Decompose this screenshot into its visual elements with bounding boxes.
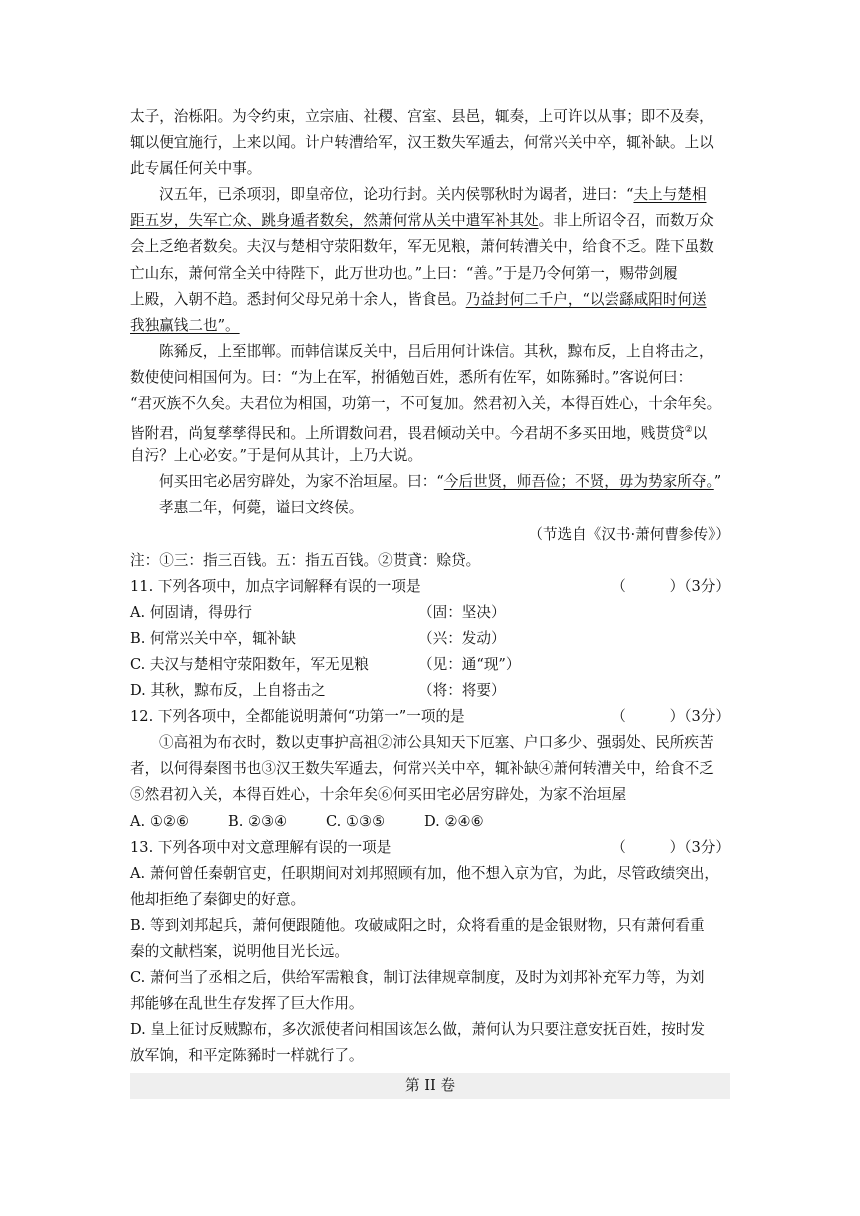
question-12-body: ①高祖为布衣时，数以吏事护高祖②沛公具知天下厄塞、户口多少、强弱处、民所疾苦 [159, 734, 714, 752]
option-line: 秦的文献档案，说明他目光长远。 [130, 943, 349, 960]
question-11-stem: 11. 下列各项中，加点字词解释有误的一项是 （ ）（3分） [130, 574, 730, 600]
choice-d: D. ②④⑥ [424, 812, 484, 830]
passage-line: 此专属任何关中事。 [130, 160, 262, 178]
footnote-marker: ② [684, 425, 693, 436]
question-13-stem: 13. 下列各项中对文意理解有误的一项是 （ ）（3分） [130, 835, 730, 861]
volume-header: 第 II 卷 [130, 1073, 730, 1099]
passage-line: 皆附君，尚复孳孳得民和。上所谓数问君，畏君倾动关中。今君胡不多买田地，贱贳贷②以 [130, 424, 708, 442]
source-citation: （节选自《汉书·萧何曹参传》） [528, 525, 730, 543]
answer-blank: （ ）（3分） [611, 708, 730, 726]
passage-line: 亡山东，萧何常全关中待陛下，此万世功也。”上曰：“善。”于是乃令何第一，赐带剑履 [130, 264, 678, 282]
underlined-sentence: 乃益封何二千户，“以尝繇咸阳时何送 [465, 290, 707, 308]
passage-line: 会上乏绝者数矣。夫汉与楚相守荥阳数年，军无见粮，萧何转漕关中，给食不乏。陛下虽数 [130, 238, 714, 256]
passage-line: 距五岁，失军亡众、跳身遁者数矣，然萧何常从关中遣军补其处。非上所诏令召，而数万众 [130, 212, 714, 230]
option-line: 邦能够在乱世生存发挥了巨大作用。 [130, 995, 364, 1013]
option-line: B. 等到刘邦起兵，萧何便跟随他。攻破咸阳之时，众将看重的是金银财物，只有萧何看重 [130, 916, 705, 934]
passage-line: 自污？上心必安。”于是何从其计，上乃大说。 [130, 447, 423, 465]
dotted-char: 兴 [179, 629, 194, 647]
passage-line: 辄以便宜施行，上来以闻。计户转漕给军，汉王数失军遁去，何常兴关中卒，辄补缺。上以 [130, 134, 714, 152]
choice-b: B. ②③④ [228, 812, 288, 830]
dotted-char: 将 [281, 682, 297, 700]
answer-blank: （ ）（3分） [611, 577, 730, 595]
underlined-sentence: 距五岁，失军亡众、跳身遁者数矣，然萧何常从关中遣军补其处 [130, 212, 539, 230]
passage-line: 何买田宅必居穷辟处，为家不治垣屋。曰：“今后世贤，师吾俭；不贤，毋为势家所夺。” [159, 473, 722, 491]
option-line: 放军饷，和平定陈豨时一样就行了。 [130, 1047, 364, 1065]
footnote: 注：①三：指三百钱。五：指五百钱。②贳貣：赊贷。 [130, 551, 481, 569]
underlined-sentence: 今后世贤，师吾俭；不贤，毋为势家所夺。 [443, 473, 714, 491]
option-line: A. 萧何曾任秦朝官吏，任职期间对刘邦照顾有加，他不想入京为官，为此，尽管政绩突出， [130, 864, 719, 882]
answer-blank: （ ）（3分） [611, 838, 730, 856]
option-line: C. 萧何当了丞相之后，供给军需粮食，制订法律规章制度，及时为刘邦补充军力等，为刘 [130, 969, 705, 987]
passage-line: “君灭族不久矣。夫君位为相国，功第一，不可复加。然君初入关，本得百姓心，十余年矣。 [130, 395, 722, 413]
passage-line: 孝惠二年，何薨，谥曰文终侯。 [159, 499, 364, 517]
question-12-stem: 12. 下列各项中，全都能说明萧何“功第一”一项的是 （ ）（3分） [130, 704, 730, 730]
option-line: 他却拒绝了秦御史的好意。 [130, 890, 306, 908]
passage-line: 太子，治栎阳。为令约束，立宗庙、社稷、宫室、县邑，辄奏，上可许以从事；即不及奏， [130, 108, 714, 125]
passage-line: 汉五年，已杀项羽，即皇帝位，论功行封。关内侯鄂秋时为谒者，进曰：“夫上与楚相 [159, 186, 707, 204]
option-c: C. 夫汉与楚相守荥阳数年，军无见粮 （见：通“现”） [130, 655, 521, 673]
choice-c: C. ①③⑤ [326, 812, 386, 830]
dotted-char: 固 [164, 603, 180, 621]
passage-line: 数使使问相国何为。曰：“为上在军，拊循勉百姓，悉所有佐军，如陈豨时。”客说何曰： [130, 368, 693, 386]
underlined-sentence: 我独赢钱二也”。 [130, 316, 240, 334]
question-12-body: 者，以何得秦图书也③汉王数失军遁去，何常兴关中卒，辄补缺④萧何转漕关中，给食不乏 [130, 760, 714, 778]
question-12-body: ⑤然君初入关，本得百姓心，十余年矣⑥何买田宅必居穷辟处，为家不治垣屋 [130, 786, 627, 804]
document-page [130, 104, 730, 1099]
option-b: B. 何常兴关中卒，辄补缺 （兴：发动） [130, 629, 506, 647]
question-12-choices [130, 809, 730, 835]
option-d: D. 其秋，黥布反，上自将击之 （将：将要） [130, 682, 506, 700]
passage-line [130, 313, 730, 339]
passage-line: 上殿，入朝不趋。悉封何父母兄弟十余人，皆食邑。乃益封何二千户，“以尝繇咸阳时何送 [130, 290, 707, 308]
choice-a: A. ①②⑥ [130, 812, 190, 830]
option-line: D. 皇上征讨反贼黥布，多次派使者问相国该怎么做，萧何认为只要注意安抚百姓，按时发 [130, 1021, 706, 1039]
option-a: A. 何固请，得毋行 （固：坚决） [130, 603, 506, 621]
underlined-sentence: 夫上与楚相 [633, 186, 707, 204]
passage-line: 陈豨反，上至邯郸。而韩信谋反关中，吕后用何计诛信。其秋，黥布反，上自将击之， [159, 342, 714, 360]
dotted-char: 见 [339, 655, 355, 673]
